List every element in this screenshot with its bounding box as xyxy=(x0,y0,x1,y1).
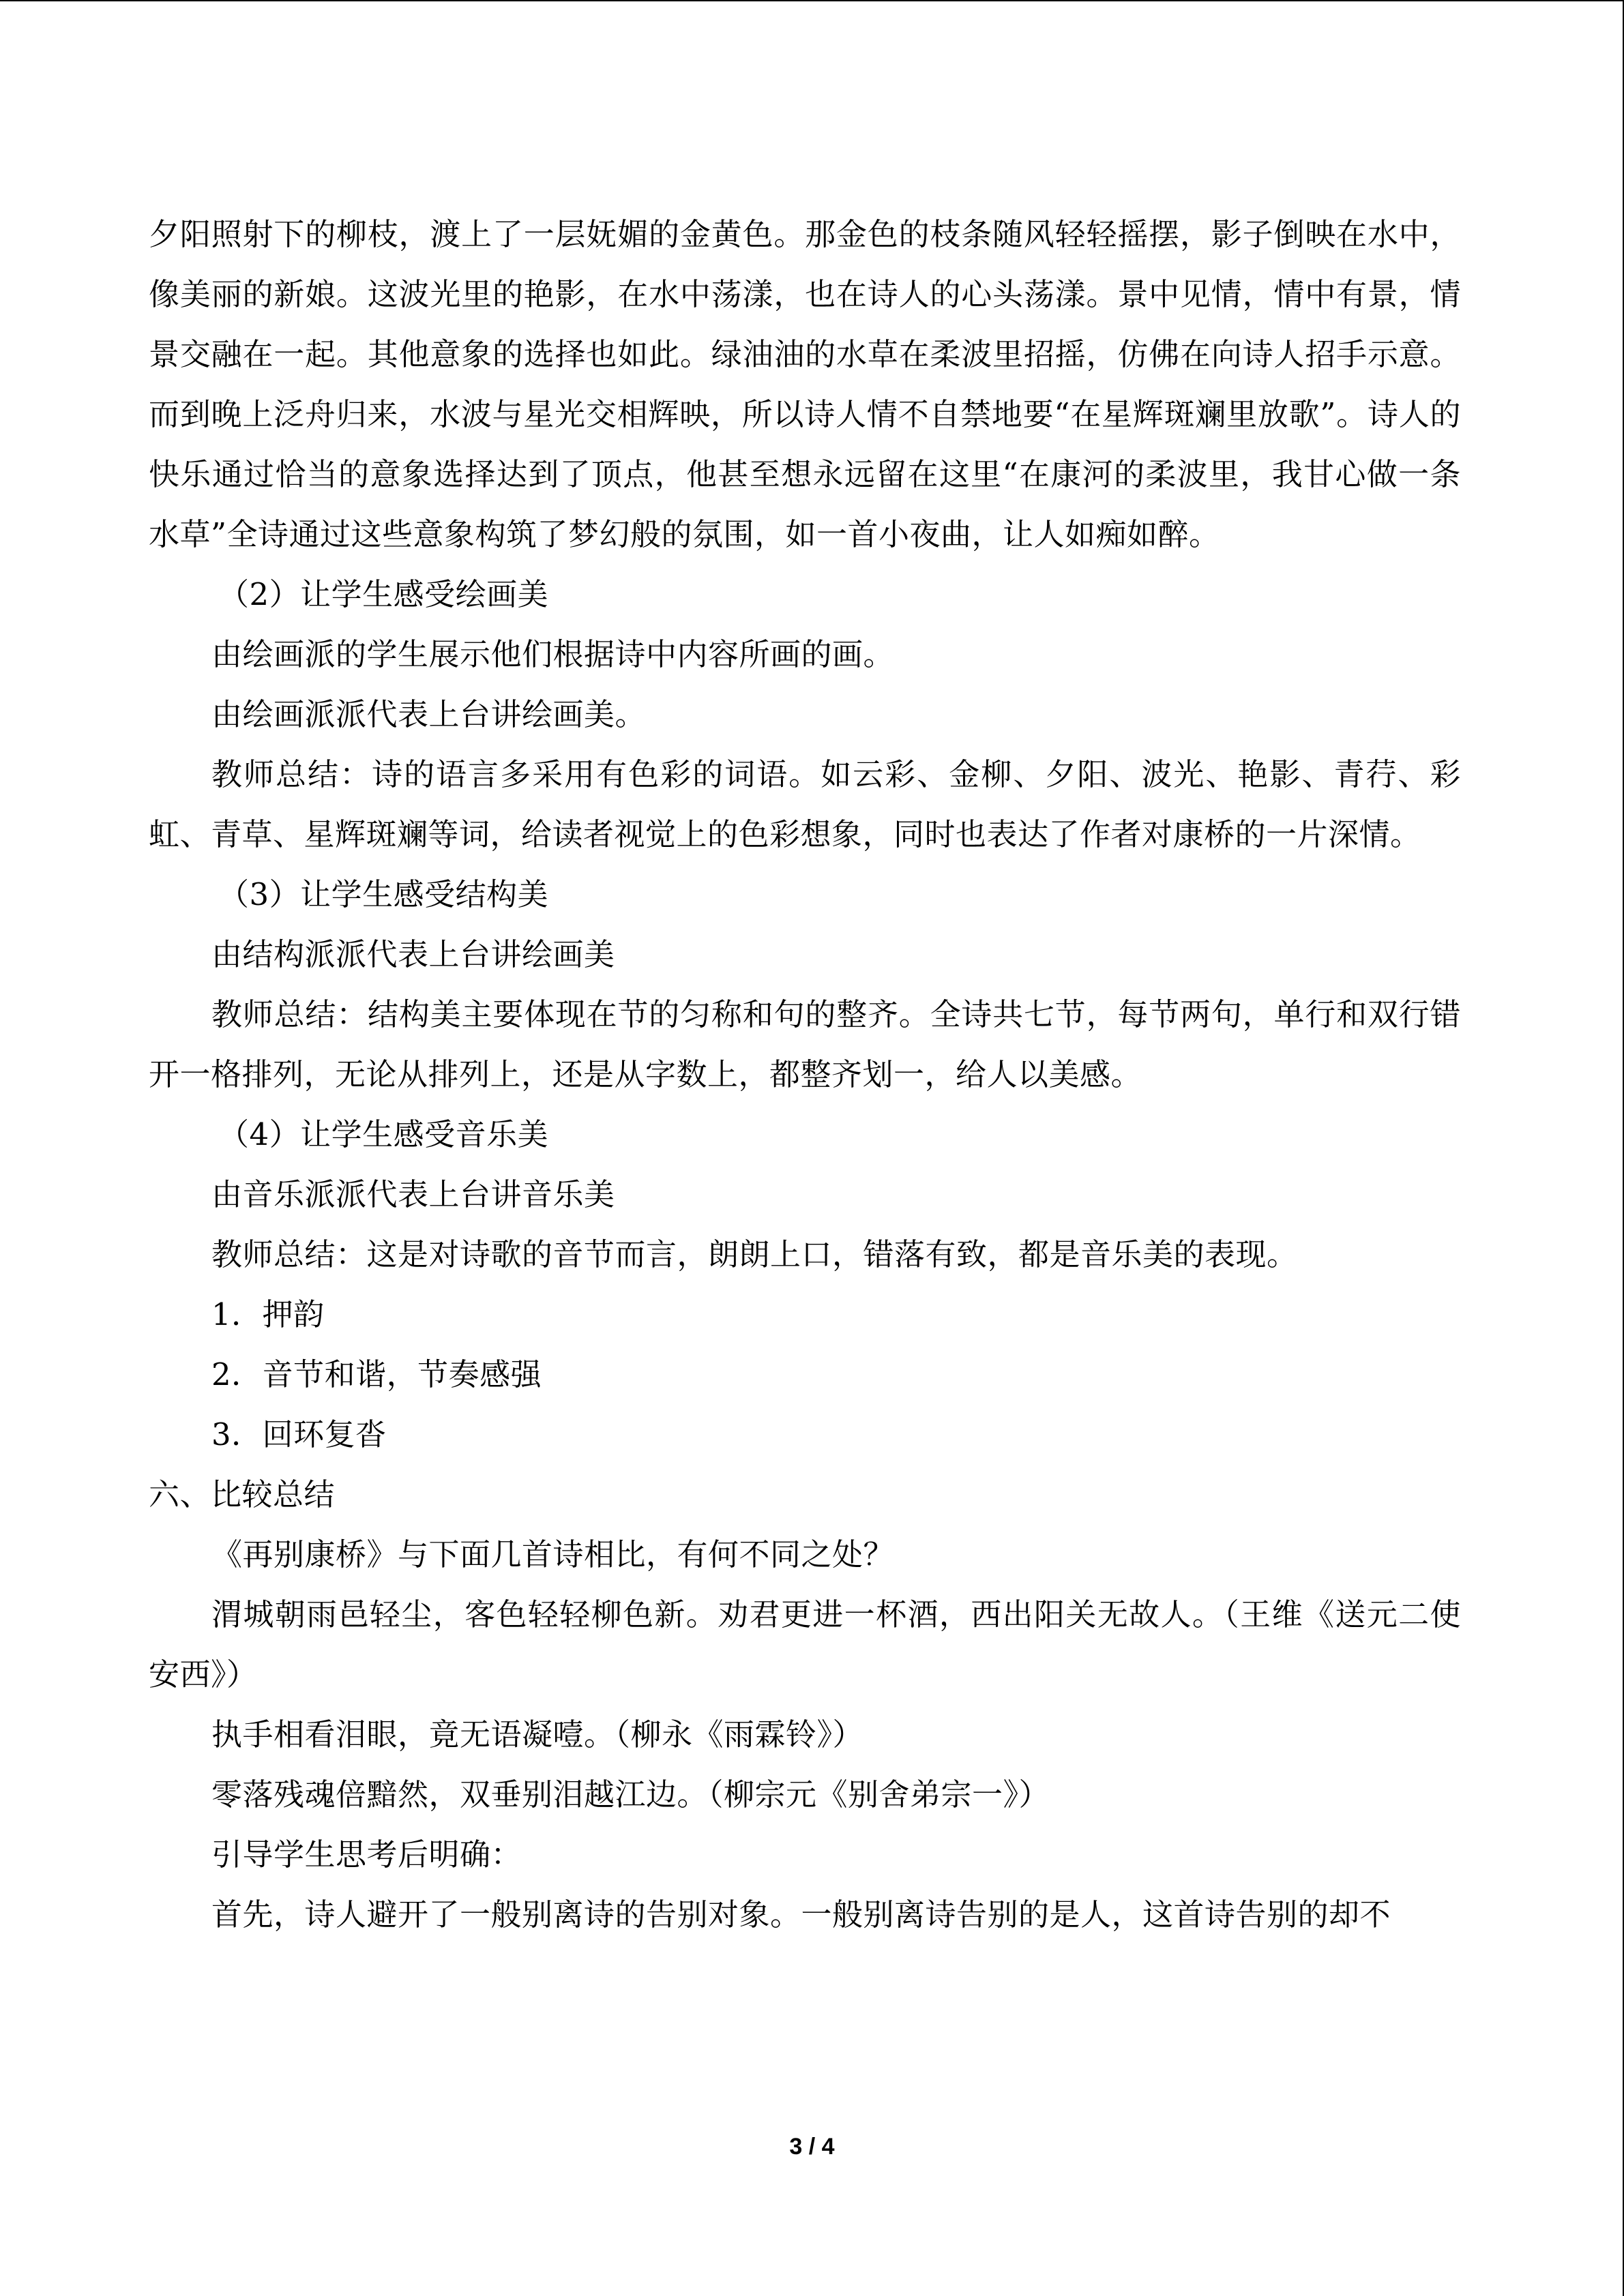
quote-liu-yong: 执手相看泪眼，竟无语凝噎。（柳永《雨霖铃》） xyxy=(211,1716,864,1753)
paragraph-structure-summary: 教师总结：结构美主要体现在节的匀称和句的整齐。全诗共七节，每节两句，单行和双行错开一格排列，无论从排列上，还是从字数上，都整齐划一，给人以美感。 xyxy=(149,996,1461,1092)
page-number: 3 / 4 xyxy=(789,2134,835,2160)
list-item-rhyme: 1．押韵 xyxy=(211,1296,325,1332)
document-body xyxy=(149,205,1461,1945)
list-item-refrain: 3．回环复沓 xyxy=(211,1416,387,1452)
quote-wang-wei: 渭城朝雨邑轻尘，客色轻轻柳色新。劝君更进一杯酒，西出阳关无故人。（王维《送元二使安西》） xyxy=(149,1596,1461,1693)
paragraph-structure-speech: 由结构派派代表上台讲绘画美 xyxy=(211,936,615,972)
section-heading-comparison: 六、比较总结 xyxy=(149,1476,336,1512)
paragraph-painting-show: 由绘画派的学生展示他们根据诗中内容所画的画。 xyxy=(211,636,895,672)
paragraph-music-speech: 由音乐派派代表上台讲音乐美 xyxy=(211,1176,615,1212)
subheading-structure-beauty: （3）让学生感受结构美 xyxy=(218,876,549,912)
paragraph-imagery: 夕阳照射下的柳枝，渡上了一层妩媚的金黄色。那金色的枝条随风轻轻摇摆，影子倒映在水中，像美丽的新娘。这波光里的艳影，在水中荡漾，也在诗人的心头荡漾。景中见情，情中有景，情景交融在一起。其他意象的选择也如此。绿油油的水草在柔波里招摇，仿佛在向诗人招手示意。而到晚上泛舟归来，水波与星光交相辉映，所以诗人情不自禁地要“在星辉斑斓里放歌”。诗人的快乐通过恰当的意象选择达到了顶点，他甚至想永远留在这里“在康河的柔波里，我甘心做一条水草”全诗通过这些意象构筑了梦幻般的氛围，如一首小夜曲，让人如痴如醉。 xyxy=(149,216,1461,552)
subheading-painting-beauty: （2）让学生感受绘画美 xyxy=(218,576,549,612)
paragraph-music-summary: 教师总结：这是对诗歌的音节而言，朗朗上口，错落有致，都是音乐美的表现。 xyxy=(211,1236,1298,1272)
paragraph-guidance: 引导学生思考后明确： xyxy=(211,1836,522,1873)
paragraph-painting-speech: 由绘画派派代表上台讲绘画美。 xyxy=(211,696,647,732)
list-item-rhythm: 2．音节和谐，节奏感强 xyxy=(211,1356,542,1392)
paragraph-painting-summary: 教师总结：诗的语言多采用有色彩的词语。如云彩、金柳、夕阳、波光、艳影、青荇、彩虹、青草、星辉斑斓等词，给读者视觉上的色彩想象，同时也表达了作者对康桥的一片深情。 xyxy=(149,756,1461,852)
subheading-music-beauty: （4）让学生感受音乐美 xyxy=(218,1116,549,1152)
paragraph-conclusion-first: 首先，诗人避开了一般别离诗的告别对象。一般别离诗告别的是人，这首诗告别的却不 xyxy=(211,1896,1391,1933)
quote-liu-zongyuan: 零落残魂倍黯然，双垂别泪越江边。（柳宗元《别舍弟宗一》） xyxy=(211,1776,1050,1813)
paragraph-comparison-question: 《再别康桥》与下面几首诗相比，有何不同之处？ xyxy=(211,1536,895,1572)
